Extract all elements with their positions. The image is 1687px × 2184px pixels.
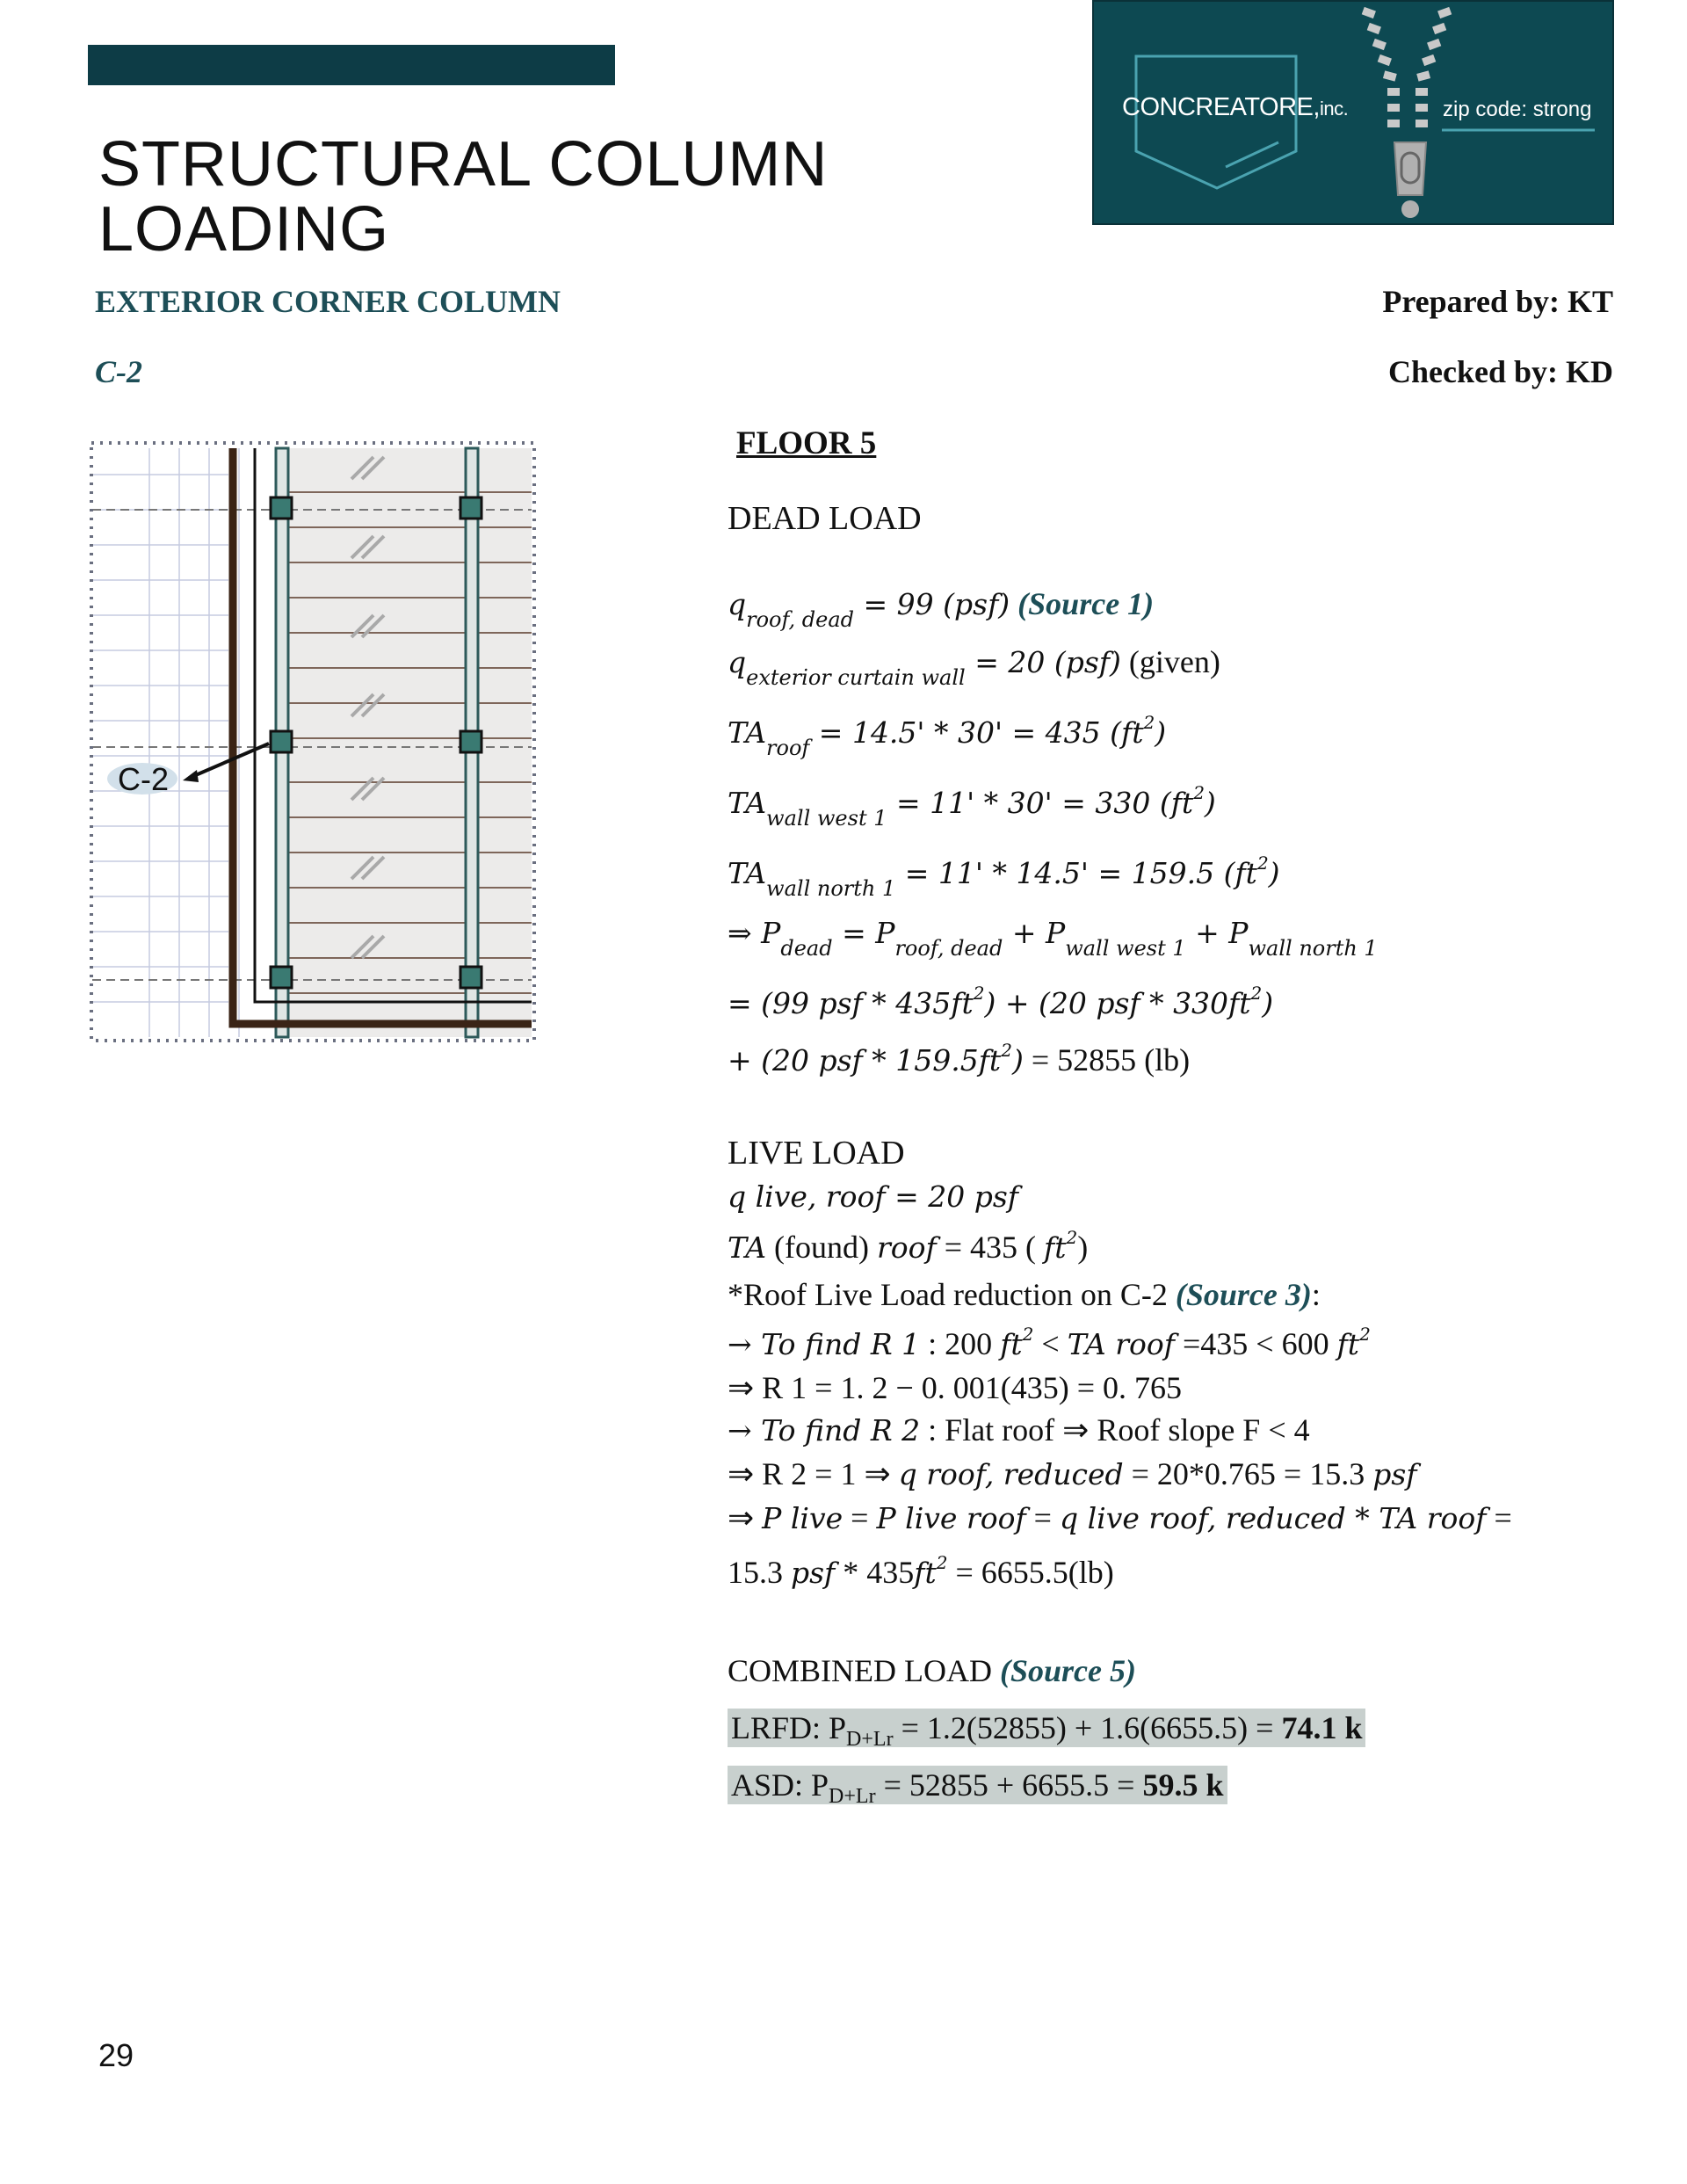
live-eq-1: q live, roof = 20 psf — [728, 1179, 1018, 1214]
checked-by: Checked by: KD — [1387, 354, 1613, 389]
page-title-line-1: STRUCTURAL COLUMN — [98, 129, 829, 200]
column-id: C-2 — [95, 354, 142, 389]
section-subtitle: EXTERIOR CORNER COLUMN — [95, 284, 561, 319]
live-eq-4: → To find R 1 : 200 $ft^2$ < TA roof =435 < 600 $ft^2$ — [728, 1324, 1371, 1361]
dead-eq-8: + (20 psf * $159.5ft^2) = 52855$ (lb) — [728, 1040, 1191, 1077]
floor-plan-diagram — [88, 439, 538, 1046]
live-eq-9: 15.3 psf * $435ft^2 = 6655.5(lb)$ — [728, 1552, 1114, 1590]
logo-tagline: zip code: strong — [1443, 98, 1592, 121]
live-eq-8: ⇒ P live = P live roof = q live roof, reduced * TA roof = — [728, 1500, 1512, 1535]
dead-eq-6: ⇒ $P_{dead} = P_{roof, dead} + P_{wall west 1} + P_{wall north 1}$ — [728, 916, 1378, 961]
header-accent-bar — [88, 45, 615, 85]
dead-eq-5: $TA_{wall north 1} = 11' * 14.5' = 159.5$ $(ft^2)$ — [728, 853, 1280, 901]
asd-result: 59.5 k — [1142, 1767, 1224, 1803]
live-eq-2: TA (found) roof = 435 ( $ft^2$) — [728, 1227, 1089, 1265]
combined-load-heading: COMBINED LOAD (Source 5) — [728, 1653, 1136, 1688]
page-title-line-2: LOADING — [98, 194, 390, 265]
dead-eq-2: $q_{exterior curtain wall} = 20$ (psf) (given) — [728, 644, 1220, 690]
dead-eq-4: $TA_{wall west 1} = 11' * 30' = 330$ $(ft^2)$ — [728, 782, 1216, 831]
column-label: C-2 — [118, 761, 170, 797]
page-title — [98, 129, 829, 265]
dead-eq-1: $q_{roof, dead} = 99$ (psf) (Source 1) — [728, 586, 1155, 632]
dead-eq-3: $TA_{roof} = 14.5' * 30' = 435$ $(ft^2)$ — [728, 712, 1167, 760]
live-load-heading: LIVE LOAD — [728, 1135, 905, 1172]
live-eq-7: ⇒ R 2 = 1 ⇒ q roof, reduced = 20*0.765 = 15.3 psf — [728, 1456, 1417, 1491]
asd-equation: ASD: $P_{D+Lr} = 52855 + 6655.5 = 59.5$ k — [728, 1767, 1227, 1803]
lrfd-equation: LRFD: $P_{D+Lr} = 1.2(52855) + 1.6(6655.5) = 74.1$ k — [728, 1709, 1365, 1746]
live-eq-6: → To find R 2 : Flat roof ⇒ Roof slope F < 4 — [728, 1412, 1310, 1448]
prepared-by: Prepared by: KT — [1382, 284, 1613, 319]
company-logo — [1092, 0, 1614, 225]
logo-company-name: CONCREATORE,inc. — [1122, 93, 1349, 121]
dead-eq-7: = (99 psf * $435ft^2) + (20$ psf * $330ft^2$) — [728, 983, 1274, 1020]
lrfd-result: 74.1 k — [1281, 1710, 1363, 1745]
floor-heading: FLOOR 5 — [736, 425, 877, 461]
live-eq-5: ⇒ R 1 = 1. 2 − 0. 001(435) = 0. 765 — [728, 1370, 1183, 1405]
dead-load-heading: DEAD LOAD — [728, 500, 922, 537]
page-number: 29 — [98, 2037, 134, 2073]
live-eq-3: *Roof Live Load reduction on C-2 (Source 3): — [728, 1277, 1321, 1312]
